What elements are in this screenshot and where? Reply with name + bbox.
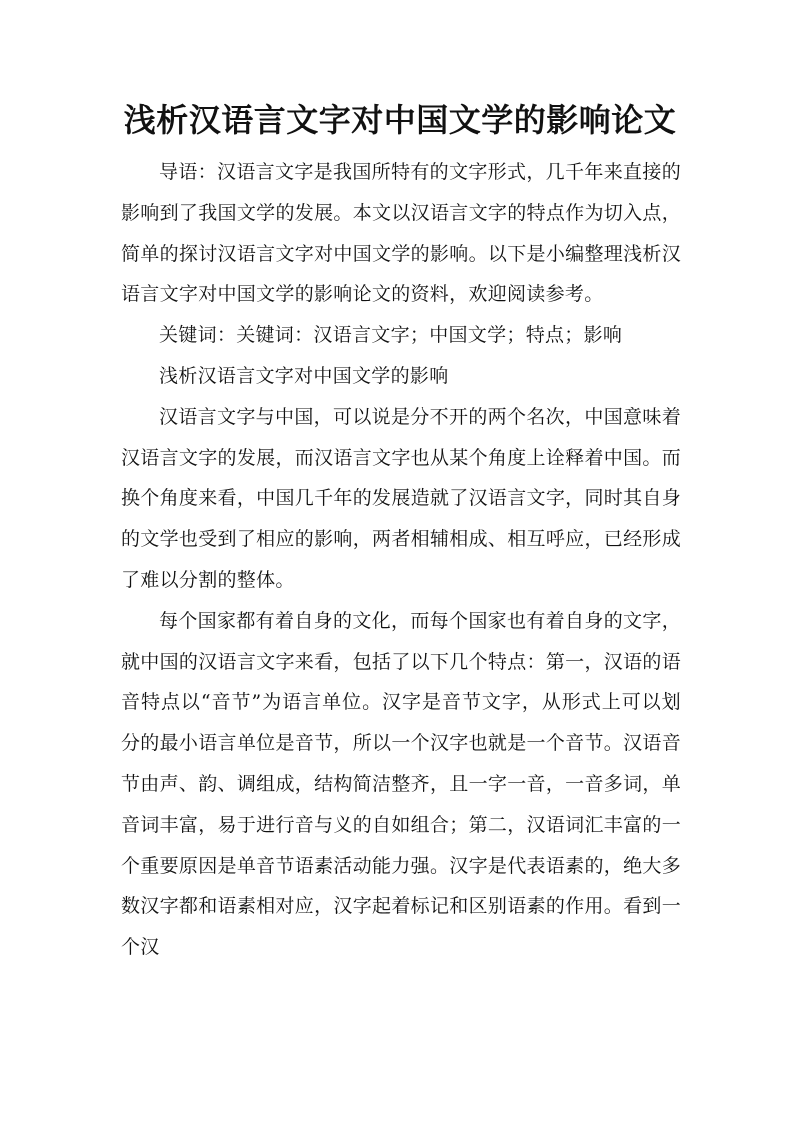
keywords-line: 关键词：关键词：汉语言文字；中国文学；特点；影响	[159, 324, 623, 347]
document-body	[121, 152, 681, 968]
section-subtitle: 浅析汉语言文字对中国文学的影响	[159, 364, 449, 387]
intro-paragraph: 导语：汉语言文字是我国所特有的文字形式，几千年来直接的影响到了我国文学的发展。本文以汉语言文字的特点作为切入点，简单的探讨汉语言文字对中国文学的影响。以下是小编整理浅析汉语言文字对中国文学的影响论文的资料，欢迎阅读参考。	[121, 161, 681, 306]
body-paragraph: 汉语言文字与中国，可以说是分不开的两个名次，中国意味着汉语言文字的发展，而汉语言文字也从某个角度上诠释着中国。而换个角度来看，中国几千年的发展造就了汉语言文字，同时其自身的文学也受到了相应的影响，两者相辅相成、相互呼应，已经形成了难以分割的整体。	[121, 405, 681, 591]
document-title: 浅析汉语言文字对中国文学的影响论文	[123, 101, 677, 139]
body-paragraph: 每个国家都有着自身的文化，而每个国家也有着自身的文字，就中国的汉语言文字来看，包括了以下几个特点：第一，汉语的语音特点以“音节”为语言单位。汉字是音节文字，从形式上可以划分的最小语言单位是音节，所以一个汉字也就是一个音节。汉语音节由声、韵、调组成，结构简洁整齐，且一字一音，一音多词，单音词丰富，易于进行音与义的自如组合；第二，汉语词汇丰富的一个重要原因是单音节语素活动能力强。汉字是代表语素的，绝大多数汉字都和语素相对应，汉字起着标记和区别语素的作用。看到一个汉	[121, 609, 681, 959]
